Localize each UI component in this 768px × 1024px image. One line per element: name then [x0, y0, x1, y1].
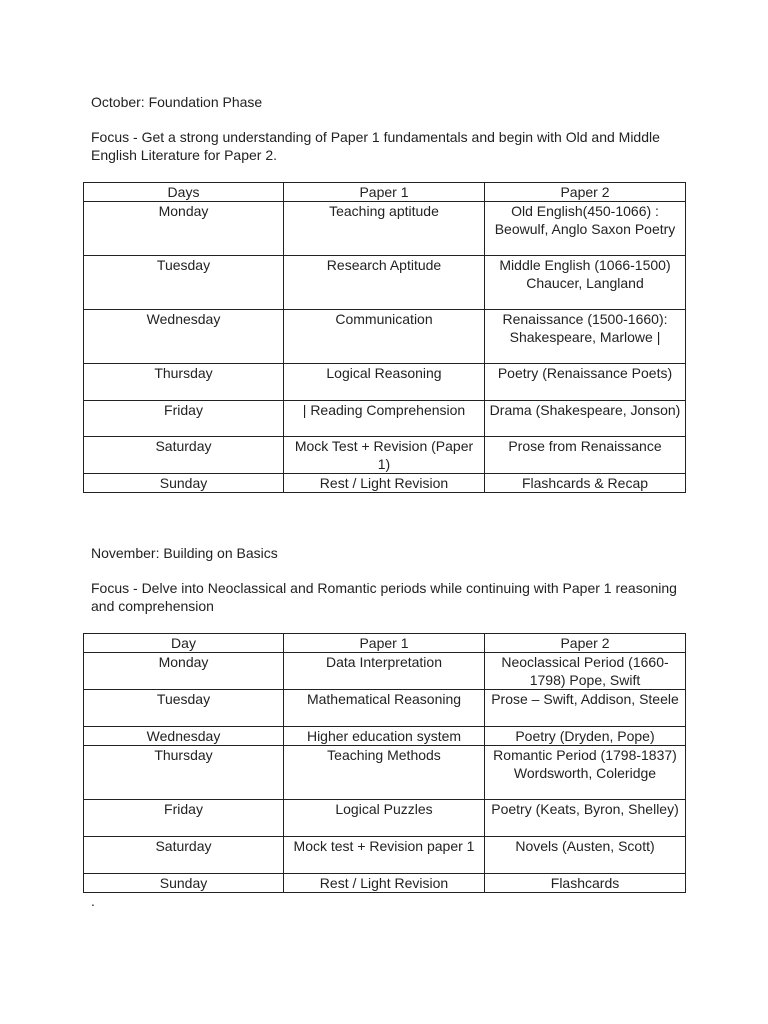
- table-row: [84, 437, 686, 474]
- table-row: [84, 256, 686, 310]
- november-heading: November: Building on Basics: [91, 545, 278, 561]
- paper-1-cell: Research Aptitude: [284, 256, 485, 310]
- table-row: [84, 874, 686, 893]
- paper-2-cell: Novels (Austen, Scott): [485, 837, 686, 874]
- day-cell: Saturday: [84, 837, 284, 874]
- day-cell: Friday: [84, 800, 284, 837]
- paper-1-cell: Mock Test + Revision (Paper 1): [284, 437, 485, 474]
- paper-2-cell: Flashcards & Recap: [485, 474, 686, 493]
- table-row: [84, 310, 686, 364]
- paper-2-cell: Poetry (Renaissance Poets): [485, 364, 686, 401]
- october-focus: Focus - Get a strong understanding of Paper 1 fundamentals and begin with Old and Middle English Literature for Paper 2.: [91, 129, 660, 163]
- paper-2-cell: Prose – Swift, Addison, Steele: [485, 690, 686, 727]
- november-schedule-table: [83, 633, 686, 893]
- day-cell: Saturday: [84, 437, 284, 474]
- october-schedule-table: [83, 182, 686, 493]
- paper-1-cell: Communication: [284, 310, 485, 364]
- paper-2-cell: Poetry (Keats, Byron, Shelley): [485, 800, 686, 837]
- paper-1-cell: Higher education system: [284, 727, 485, 746]
- column-header-paper-1: Paper 1: [284, 634, 485, 653]
- table-row: [84, 800, 686, 837]
- paper-2-cell: Prose from Renaissance: [485, 437, 686, 474]
- day-cell: Friday: [84, 401, 284, 437]
- column-header-paper-2: Paper 2: [485, 634, 686, 653]
- trailing-period: .: [91, 893, 95, 909]
- table-row: [84, 653, 686, 690]
- table-row: [84, 690, 686, 727]
- day-cell: Tuesday: [84, 256, 284, 310]
- november-focus: Focus - Delve into Neoclassical and Romantic periods while continuing with Paper 1 reasoning and comprehension: [91, 580, 677, 614]
- table-row: [84, 474, 686, 493]
- paper-1-cell: Data Interpretation: [284, 653, 485, 690]
- table-header-row: [84, 634, 686, 653]
- day-cell: Sunday: [84, 874, 284, 893]
- paper-2-cell: Poetry (Dryden, Pope): [485, 727, 686, 746]
- column-header-paper-1: Paper 1: [284, 183, 485, 202]
- paper-1-cell: Logical Puzzles: [284, 800, 485, 837]
- day-cell: Wednesday: [84, 727, 284, 746]
- paper-1-cell: Mathematical Reasoning: [284, 690, 485, 727]
- paper-2-cell: Renaissance (1500-1660): Shakespeare, Marlowe |: [485, 310, 686, 364]
- column-header-days: Days: [84, 183, 284, 202]
- paper-1-cell: | Reading Comprehension: [284, 401, 485, 437]
- paper-1-cell: Rest / Light Revision: [284, 874, 485, 893]
- table-row: [84, 364, 686, 401]
- paper-2-cell: Neoclassical Period (1660-1798) Pope, Swift: [485, 653, 686, 690]
- paper-2-cell: Drama (Shakespeare, Jonson): [485, 401, 686, 437]
- day-cell: Wednesday: [84, 310, 284, 364]
- table-row: [84, 746, 686, 800]
- table-row: [84, 401, 686, 437]
- paper-1-cell: Rest / Light Revision: [284, 474, 485, 493]
- table-row: [84, 727, 686, 746]
- paper-2-cell: Romantic Period (1798-1837) Wordsworth, Coleridge: [485, 746, 686, 800]
- paper-2-cell: Old English(450-1066) : Beowulf, Anglo Saxon Poetry: [485, 202, 686, 256]
- paper-2-cell: Middle English (1066-1500) Chaucer, Langland: [485, 256, 686, 310]
- column-header-day: Day: [84, 634, 284, 653]
- paper-1-cell: Teaching Methods: [284, 746, 485, 800]
- day-cell: Monday: [84, 202, 284, 256]
- paper-2-cell: Flashcards: [485, 874, 686, 893]
- day-cell: Tuesday: [84, 690, 284, 727]
- column-header-paper-2: Paper 2: [485, 183, 686, 202]
- paper-1-cell: Logical Reasoning: [284, 364, 485, 401]
- october-heading: October: Foundation Phase: [91, 94, 263, 110]
- day-cell: Thursday: [84, 364, 284, 401]
- paper-1-cell: Mock test + Revision paper 1: [284, 837, 485, 874]
- table-row: [84, 202, 686, 256]
- day-cell: Sunday: [84, 474, 284, 493]
- day-cell: Monday: [84, 653, 284, 690]
- table-row: [84, 837, 686, 874]
- day-cell: Thursday: [84, 746, 284, 800]
- paper-1-cell: Teaching aptitude: [284, 202, 485, 256]
- table-header-row: [84, 183, 686, 202]
